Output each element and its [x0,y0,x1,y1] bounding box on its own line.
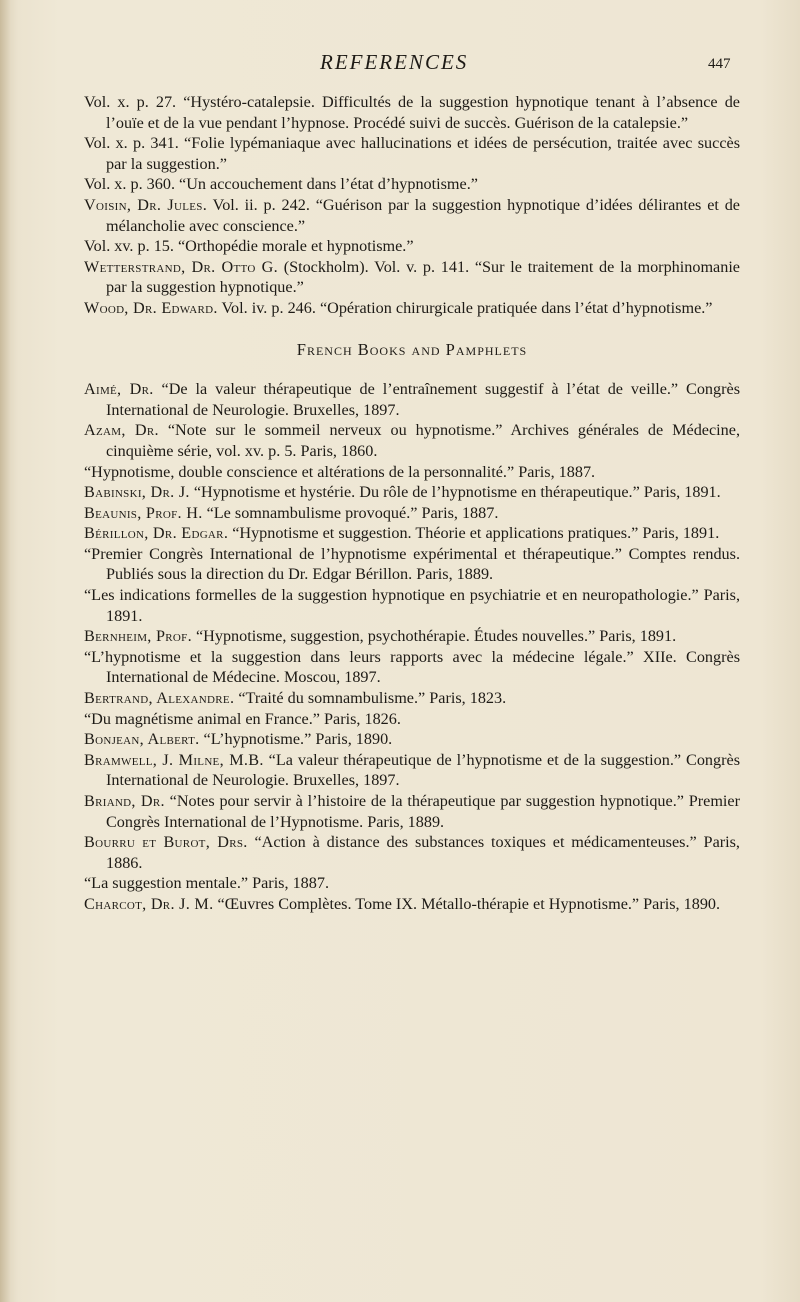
reference-text: Vol. xv. p. 15. “Orthopédie morale et hypnotisme.” [84,237,414,256]
reference-author: Bonjean, Albert. [84,730,200,749]
reference-text: “L’hypnotisme.” Paris, 1890. [199,730,393,749]
reference-entry [84,503,740,524]
reference-entry [84,709,740,730]
page-number: 447 [708,56,731,72]
reference-entry [84,585,740,626]
page-binding-edge [0,0,10,1302]
reference-text: “Hypnotisme, double conscience et altérations de la personnalité.” Paris, 1887. [84,462,596,481]
reference-text: “De la valeur thérapeutique de l’entraînement suggestif à l’état de veille.” Congrès International de Neurologie. Bruxelles, 1897. [106,380,740,419]
reference-text: “Hypnotisme et suggestion. Théorie et applications pratiques.” Paris, 1891. [228,524,720,543]
reference-text: “Traité du somnambulisme.” Paris, 1823. [234,689,507,708]
reference-entry [84,647,740,688]
reference-entry [84,236,740,257]
reference-entry [84,750,740,791]
reference-entry [84,174,740,195]
reference-entry [84,544,740,585]
reference-text: “Le somnambulisme provoqué.” Paris, 1887. [202,503,499,522]
reference-entry [84,688,740,709]
reference-text: “Note sur le sommeil nerveux ou hypnotisme.” Archives générales de Médecine, cinquième série, vol. xv. p. 5. Paris, 1860. [106,421,740,460]
reference-author: Beaunis, Prof. H. [84,503,203,522]
reference-entry [84,195,740,236]
reference-text: “La valeur thérapeutique de l’hypnotisme et de la suggestion.” Congrès International de Neurologie. Bruxelles, 1897. [106,750,740,790]
section-heading: French Books and Pamphlets [296,339,528,359]
reference-text: Vol. x. p. 360. “Un accouchement dans l’état d’hypnotisme.” [84,175,478,194]
reference-text: “Œuvres Complètes. Tome IX. Métallo-thérapie et Hypnotisme.” Paris, 1890. [213,894,721,913]
reference-author: Wood, Dr. Edward. [84,298,218,317]
reference-author: Bérillon, Dr. Edgar. [84,524,229,543]
reference-entry [84,894,740,915]
reference-text: Vol. ii. p. 242. “Guérison par la suggestion hypnotique d’idées délirantes et de mélancholie avec conscience.” [106,195,740,235]
reference-entry [84,729,740,750]
reference-text: Vol. x. p. 27. “Hystéro-catalepsie. Difficultés de la suggestion hypnotique tenant à l’absence de l’ouïe et de la vue pendant l’hypnose. Procédé suivi de succès. Guérison de la catalepsie.” [84,93,740,132]
reference-author: Bramwell, J. Milne, M.B. [84,750,264,769]
reference-entry [84,482,740,503]
reference-author: Briand, Dr. [84,792,165,810]
journal-references [84,92,740,319]
reference-author: Bourru et Burot, Drs. [84,833,248,852]
reference-text: “Les indications formelles de la suggestion hypnotique en psychiatrie et en neuropathologie.” Paris, 1891. [84,586,740,625]
reference-entry [84,379,740,420]
reference-text: “Hypnotisme, suggestion, psychothérapie. Études nouvelles.” Paris, 1891. [191,627,677,646]
page-header [0,44,800,78]
reference-text: “La suggestion mentale.” Paris, 1887. [84,874,330,893]
reference-author: Babinski, Dr. J. [84,483,190,502]
references-list [84,92,740,915]
reference-text: “Hypnotisme et hystérie. Du rôle de l’hypnotisme en thérapeutique.” Paris, 1891. [189,483,721,502]
reference-text: “Action à distance des substances toxiques et médicamenteuses.” Paris, 1886. [106,833,740,872]
reference-entry [84,462,740,483]
reference-entry [84,257,740,298]
reference-entry [84,420,740,461]
french-books-references [84,379,740,914]
reference-entry [84,92,740,133]
reference-entry [84,832,740,873]
reference-text: “Notes pour servir à l’histoire de la thérapeutique par suggestion hypnotique.” Premier Congrès International de l’Hypnotisme. Paris, 1889. [106,792,740,831]
reference-entry [84,133,740,174]
reference-entry [84,791,740,832]
reference-text: Vol. iv. p. 246. “Opération chirurgicale pratiquée dans l’état d’hypnotisme.” [217,298,713,317]
reference-author: Aimé, Dr. [84,380,154,399]
reference-author: Charcot, Dr. J. M. [84,894,214,913]
reference-entry [84,873,740,894]
reference-text: Vol. x. p. 341. “Folie lypémaniaque avec hallucinations et idées de persécution, traitée avec succès par la suggestion.” [84,134,740,173]
reference-author: Bernheim, Prof. [84,627,192,646]
reference-entry [84,298,740,319]
reference-text: “Du magnétisme animal en France.” Paris, 1826. [84,709,401,728]
reference-author: Bertrand, Alexandre. [84,689,235,708]
reference-author: Azam, Dr. [84,421,159,440]
reference-author: Voisin, Dr. Jules. [84,195,208,214]
reference-author: Wetterstrand, Dr. Otto G. [84,257,278,276]
reference-text: (Stockholm). Vol. v. p. 141. “Sur le traitement de la morphinomanie par la suggestion hypnotique.” [106,257,740,297]
reference-text: “Premier Congrès International de l’hypnotisme expérimental et thérapeutique.” Comptes rendus. Publiés sous la direction du Dr. Edgar Bérillon. Paris, 1889. [84,544,740,584]
reference-entry [84,626,740,647]
reference-text: “L’hypnotisme et la suggestion dans leurs rapports avec la médecine légale.” XIIe. Congrès International de Médecine. Moscou, 1897. [84,647,740,687]
reference-entry [84,523,740,544]
running-head: REFERENCES [320,50,469,74]
